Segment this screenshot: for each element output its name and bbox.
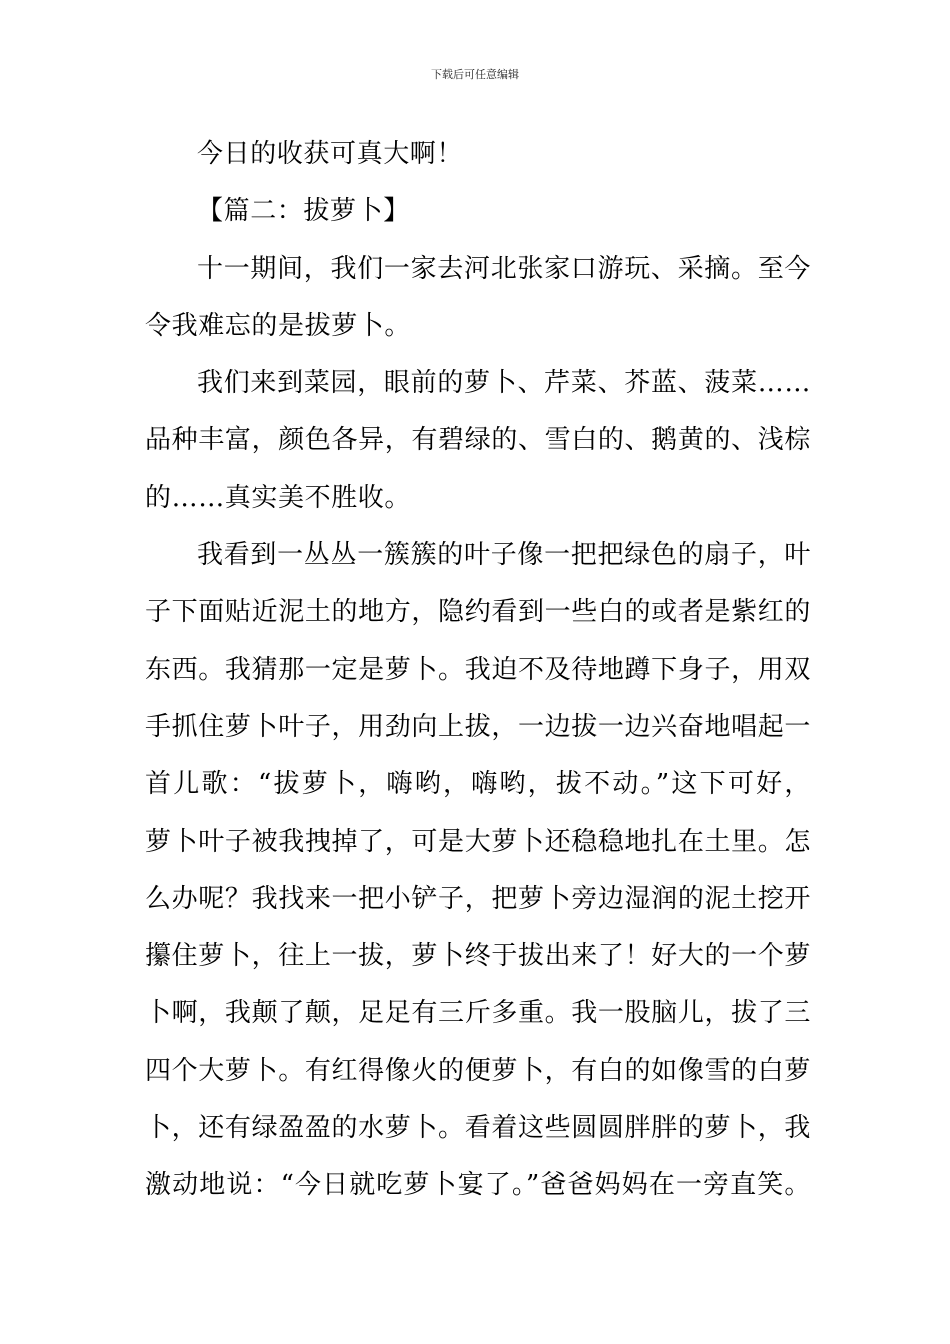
text-line: 激动地说：“今日就吃萝卜宴了。”爸爸妈妈在一旁直笑。 — [145, 1170, 811, 1201]
text-line: 子下面贴近泥土的地方，隐约看到一些白的或者是紫红的 — [145, 597, 811, 628]
text-line: 么办呢？我找来一把小铲子，把萝卜旁边湿润的泥土挖开 — [145, 883, 811, 914]
text-line: 攥住萝卜，往上一拔，萝卜终于拔出来了！好大的一个萝 — [145, 941, 811, 972]
text-line: 萝卜叶子被我拽掉了，可是大萝卜还稳稳地扎在土里。怎 — [145, 826, 811, 857]
text-line: 四个大萝卜。有红得像火的便萝卜，有白的如像雪的白萝 — [145, 1055, 811, 1086]
text-line: 品种丰富，颜色各异，有碧绿的、雪白的、鹅黄的、浅棕 — [145, 425, 811, 456]
text-line: 卜，还有绿盈盈的水萝卜。看着这些圆圆胖胖的萝卜，我 — [145, 1113, 811, 1144]
text-line: 东西。我猜那一定是萝卜。我迫不及待地蹲下身子，用双 — [145, 654, 811, 685]
text-line: 卜啊，我颠了颠，足足有三斤多重。我一股脑儿，拔了三 — [145, 998, 811, 1029]
text-line: 的……真实美不胜收。 — [145, 482, 412, 513]
text-line: 我们来到菜园，眼前的萝卜、芹菜、芥蓝、菠菜…… — [197, 368, 811, 399]
text-line: 手抓住萝卜叶子，用劲向上拔，一边拔一边兴奋地唱起一 — [145, 711, 811, 742]
text-line: 今日的收获可真大啊！ — [197, 139, 464, 169]
page-header: 下载后可任意编辑 — [431, 68, 519, 81]
text-line: 我看到一丛丛一簇簇的叶子像一把把绿色的扇子，叶 — [197, 540, 811, 571]
text-line: 首儿歌：“拔萝卜，嗨哟，嗨哟，拔不动。”这下可好， — [145, 769, 811, 800]
text-line: 十一期间，我们一家去河北张家口游玩、采摘。至今 — [197, 253, 811, 284]
section-heading: 【篇二：拔萝卜】 — [197, 196, 410, 227]
document-body — [145, 131, 811, 1220]
text-line: 令我难忘的是拔萝卜。 — [145, 310, 412, 341]
